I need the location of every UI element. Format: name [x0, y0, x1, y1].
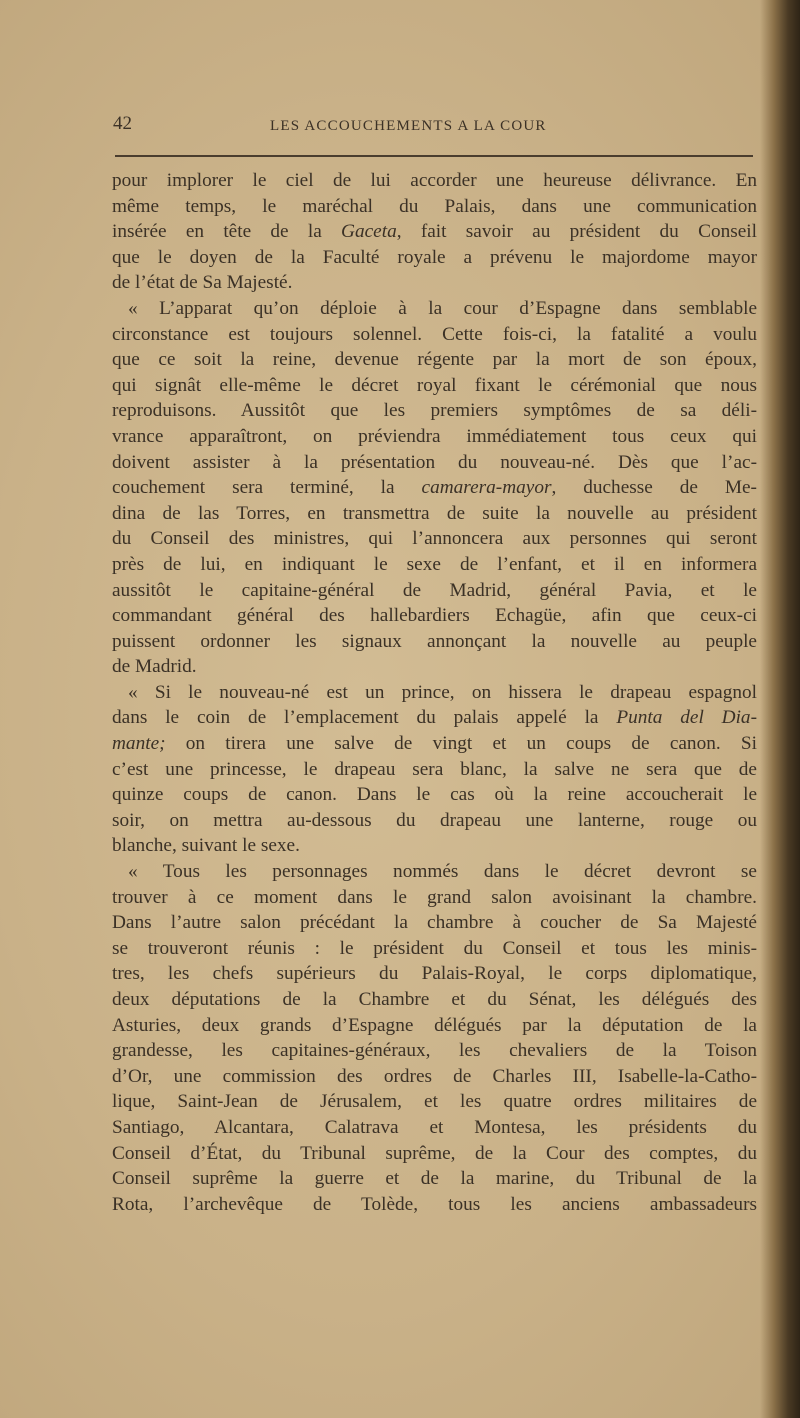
italic-text: Punta del Dia-	[616, 707, 757, 729]
text-segment: dina de las Torres, en transmettra de suite la nouvelle au président	[112, 502, 757, 524]
text-segment: puissent ordonner les signaux annonçant la nouvelle au peuple	[112, 630, 757, 652]
text-line	[112, 194, 757, 220]
text-segment: Santiago, Alcantara, Calatrava et Montesa, les présidents du	[112, 1116, 757, 1138]
text-segment: circonstance est toujours solennel. Cette fois-ci, la fatalité a voulu	[112, 323, 757, 345]
text-line	[112, 808, 757, 834]
text-line	[112, 885, 757, 911]
text-line	[112, 654, 757, 680]
text-line	[112, 1115, 757, 1141]
italic-text: Gaceta	[341, 221, 397, 243]
text-line	[112, 450, 757, 476]
text-segment: qui signât elle-même le décret royal fixant le cérémonial que nous	[112, 374, 757, 396]
text-line	[112, 833, 757, 859]
book-binding-edge	[760, 0, 800, 1418]
text-segment: soir, on mettra au-dessous du drapeau une lanterne, rouge ou	[112, 809, 757, 831]
text-segment: , duchesse de Me-	[551, 477, 757, 499]
text-line	[112, 578, 757, 604]
text-line	[112, 1064, 757, 1090]
text-segment: tres, les chefs supérieurs du Palais-Royal, le corps diplomatique,	[112, 963, 757, 985]
text-line	[112, 424, 757, 450]
text-line	[112, 501, 757, 527]
text-line	[112, 347, 757, 373]
text-segment: près de lui, en indiquant le sexe de l’enfant, et il en informera	[112, 553, 757, 575]
text-line	[112, 398, 757, 424]
text-segment: quinze coups de canon. Dans le cas où la reine accoucherait le	[112, 784, 757, 806]
text-segment: que le doyen de la Faculté royale a prévenu le majordome mayor	[112, 246, 757, 268]
text-segment: Dans l’autre salon précédant la chambre à coucher de Sa Majesté	[112, 912, 757, 934]
text-segment: Conseil d’État, du Tribunal suprême, de la Cour des comptes, du	[112, 1142, 757, 1164]
text-line	[112, 373, 757, 399]
text-segment: de l’état de Sa Majesté.	[112, 272, 293, 294]
italic-text: camarera-mayor	[421, 477, 552, 499]
body-text	[112, 168, 757, 1217]
text-segment: que ce soit la reine, devenue régente par la mort de son époux,	[112, 349, 757, 371]
text-segment: de Madrid.	[112, 656, 197, 678]
text-segment: « Tous les personnages nommés dans le décret devront se	[128, 861, 757, 883]
text-line	[112, 731, 757, 757]
text-line	[112, 1166, 757, 1192]
text-line	[112, 961, 757, 987]
text-line	[112, 296, 757, 322]
text-segment: vrance apparaîtront, on préviendra immédiatement tous ceux qui	[112, 425, 757, 447]
text-line	[112, 322, 757, 348]
text-segment: commandant général des hallebardiers Echagüe, afin que ceux-ci	[112, 605, 757, 627]
text-segment: on tirera une salve de vingt et un coups de canon. Si	[165, 733, 757, 755]
text-segment: du Conseil des ministres, qui l’annoncera aux personnes qui seront	[112, 528, 757, 550]
text-line	[112, 219, 757, 245]
text-line	[112, 680, 757, 706]
text-line	[112, 552, 757, 578]
text-segment: pour implorer le ciel de lui accorder une heureuse délivrance. En	[112, 170, 757, 191]
text-segment: d’Or, une commission des ordres de Charles III, Isabelle-la-Catho-	[112, 1065, 757, 1087]
text-segment: « Si le nouveau-né est un prince, on hissera le drapeau espagnol	[128, 681, 757, 703]
text-line	[112, 936, 757, 962]
running-title: LES ACCOUCHEMENTS A LA COUR	[270, 118, 547, 134]
text-line	[112, 1013, 757, 1039]
text-segment: Conseil suprême la guerre et de la marine, du Tribunal de la	[112, 1168, 757, 1190]
text-segment: se trouveront réunis : le président du Conseil et tous les minis-	[112, 937, 757, 959]
text-line	[112, 1089, 757, 1115]
text-line	[112, 270, 757, 296]
text-segment: lique, Saint-Jean de Jérusalem, et les quatre ordres militaires de	[112, 1091, 757, 1113]
text-line	[112, 168, 757, 194]
text-line	[112, 705, 757, 731]
page-number: 42	[113, 113, 132, 134]
text-segment: grandesse, les capitaines-généraux, les chevaliers de la Toison	[112, 1040, 757, 1062]
text-line	[112, 1141, 757, 1167]
text-line	[112, 782, 757, 808]
text-line	[112, 987, 757, 1013]
text-line	[112, 859, 757, 885]
text-line	[112, 629, 757, 655]
text-line	[112, 910, 757, 936]
text-segment: blanche, suivant le sexe.	[112, 835, 300, 857]
text-segment: trouver à ce moment dans le grand salon avoisinant la chambre.	[112, 886, 757, 908]
header-rule	[115, 155, 753, 157]
text-line	[112, 1038, 757, 1064]
text-segment: « L’apparat qu’on déploie à la cour d’Espagne dans semblable	[128, 297, 757, 319]
text-line	[112, 526, 757, 552]
text-segment: même temps, le maréchal du Palais, dans une communication	[112, 195, 757, 217]
text-segment: deux députations de la Chambre et du Sénat, les délégués des	[112, 989, 757, 1010]
text-segment: Asturies, deux grands d’Espagne délégués par la députation de la	[112, 1014, 757, 1036]
text-line	[112, 475, 757, 501]
text-segment: dans le coin de l’emplacement du palais appelé la	[112, 707, 617, 729]
text-segment: reproduisons. Aussitôt que les premiers symptômes de sa déli-	[112, 400, 757, 422]
text-segment: doivent assister à la présentation du nouveau-né. Dès que l’ac-	[112, 451, 757, 473]
text-segment: Rota, l’archevêque de Tolède, tous les anciens ambassadeurs	[112, 1193, 757, 1215]
text-segment: couchement sera terminé, la	[112, 477, 422, 499]
text-segment: insérée en tête de la	[112, 221, 342, 243]
text-segment: , fait savoir au président du Conseil	[396, 221, 757, 243]
text-line	[112, 757, 757, 783]
italic-text: mante;	[112, 733, 166, 755]
text-segment: c’est une princesse, le drapeau sera blanc, la salve ne sera que de	[112, 758, 757, 780]
text-line	[112, 1192, 757, 1218]
text-line	[112, 245, 757, 271]
text-segment: aussitôt le capitaine-général de Madrid, général Pavia, et le	[112, 579, 757, 601]
text-line	[112, 603, 757, 629]
